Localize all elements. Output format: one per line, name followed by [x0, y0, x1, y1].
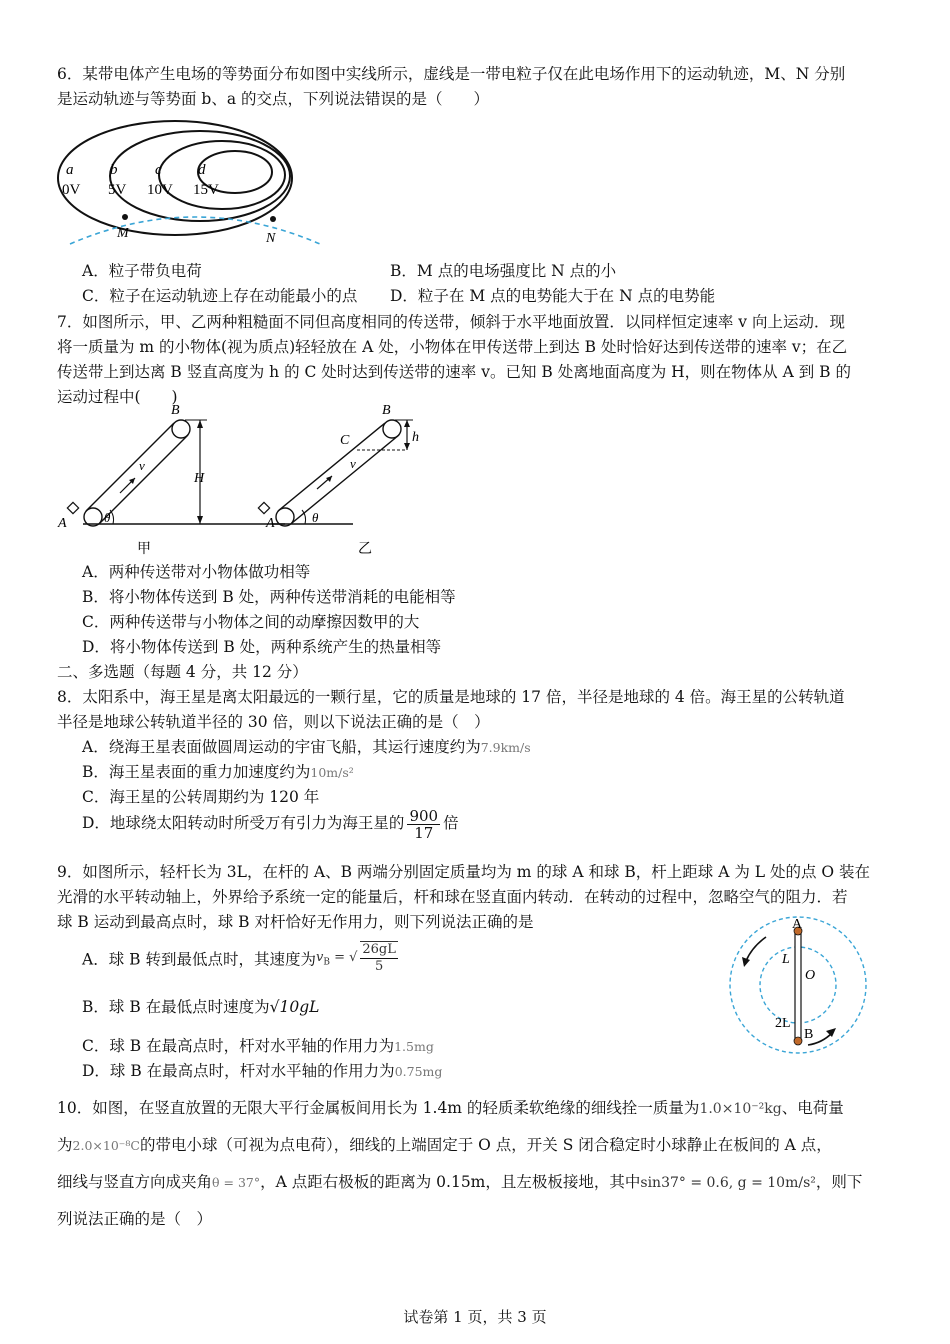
q8-option-d [82, 803, 459, 843]
q8-stem-line2: 半径是地球公转轨道半径的 30 倍，则以下说法正确的是（ ） [57, 713, 490, 731]
q9-option-b-text: B．球 B 在最低点时速度为 [82, 998, 270, 1016]
label-C-yi: C [340, 433, 350, 448]
q9-option-c-value: 1.5mg [394, 1039, 434, 1054]
q10-given: sin37° = 0.6, g = 10m/s² [640, 1175, 816, 1191]
q9-option-b-value: √10gL [269, 998, 320, 1016]
q10-charge: 2.0×10⁻⁸C [72, 1138, 140, 1153]
label-B: B [804, 1027, 814, 1042]
label-15V: 15V [193, 182, 219, 198]
label-theta-yi: θ [312, 510, 319, 525]
q8-option-b-value: 10m/s² [310, 765, 354, 780]
q9-option-c-text: C．球 B 在最高点时，杆对水平轴的作用力为 [82, 1037, 395, 1055]
ball-B [794, 1037, 802, 1045]
q10-line3-tail: ，则下 [815, 1173, 863, 1191]
section-multiple-choice-heading: 二、多选题（每题 4 分，共 12 分） [57, 663, 308, 681]
q8-option-b-text: B．海王星表面的重力加速度约为 [82, 763, 311, 781]
q7-option-c: C．两种传送带与小物体之间的动摩擦因数甲的大 [82, 613, 420, 631]
fraction-numerator: 900 [409, 806, 439, 825]
label-theta-jia: θ [104, 510, 111, 525]
label-O: O [805, 968, 816, 983]
q8-option-b [82, 760, 354, 785]
q9-option-a-value: $v_B$ = √ $\frac{26gL}{5}$ [315, 941, 396, 974]
q8-option-a [82, 735, 531, 760]
q9-stem-line2: 光滑的水平转动轴上，外界给予系统一定的能量后，杆和球在竖直面内转动．在转动的过程中，忽略空气的阻力．若 [57, 888, 848, 906]
label-yi: 乙 [358, 542, 372, 557]
label-10V: 10V [147, 182, 173, 198]
point-M [122, 214, 128, 220]
q7-option-b: B．将小物体传送到 B 处，两种传送带消耗的电能相等 [82, 588, 456, 606]
q7-stem-line3: 传送带上到达离 B 竖直高度为 h 的 C 处时达到传送带的速率 v。已知 B 处离地面高度为 H，则在物体从 A 到 B 的 [57, 363, 851, 381]
q7-stem-line2: 将一质量为 m 的小物体(视为质点)轻轻放在 A 处，小物体在甲传送带上到达 B 处时恰好达到传送带的速率 v；在乙 [57, 338, 848, 356]
q9-option-d-text: D．球 B 在最高点时，杆对水平轴的作用力为 [82, 1062, 395, 1080]
q9-option-d-value: 0.75mg [394, 1064, 443, 1079]
equipotential-c [159, 141, 285, 209]
label-A: A [792, 917, 803, 932]
q9-option-d [82, 1059, 442, 1084]
q6-stem-line1: 6．某带电体产生电场的等势面分布如图中实线所示，虚线是一带电粒子仅在此电场作用下的运动轨迹，M、N 分别 [57, 65, 846, 83]
page-footer: 试卷第 1 页，共 3 页 [403, 1308, 547, 1326]
label-d: d [198, 162, 206, 178]
q10-line1-tail: 、电荷量 [781, 1099, 844, 1117]
q10-line3-text: ，A 点距右极板的距离为 0.15m，且左极板接地，其中 [260, 1173, 641, 1191]
q9-option-c [82, 1034, 434, 1059]
rotation-arrow-top [746, 937, 766, 961]
label-A-jia: A [58, 516, 67, 531]
label-B-jia: B [171, 403, 180, 418]
q10-stem-line3 [57, 1170, 862, 1195]
q6-option-a: A．粒子带负电荷 [82, 262, 202, 280]
q9-stem-line1: 9．如图所示，轻杆长为 3L，在杆的 A、B 两端分别固定质量均为 m 的球 A 和球 B，杆上距球 A 为 L 处的点 O 装在 [57, 863, 871, 881]
q7-option-a: A．两种传送带对小物体做功相等 [82, 563, 311, 581]
q8-option-a-value: 7.9km/s [480, 740, 531, 755]
q7-conveyor-figure [55, 400, 435, 560]
q10-stem-line1 [57, 1096, 844, 1121]
q10-line2-text: 的带电小球（可视为点电荷），细线的上端固定于 O 点，开关 S 闭合稳定时小球静止在板间的 A 点， [139, 1136, 832, 1154]
conveyor-yi [258, 420, 413, 526]
point-N [270, 216, 276, 222]
sqrt-numerator: 26gL [362, 941, 396, 957]
q8-option-d-tail: 倍 [443, 814, 459, 832]
q9-option-a-text: A．球 B 转到最低点时，其速度为 [82, 950, 316, 969]
q9-option-a [82, 936, 401, 985]
q10-line2-head: 为 [57, 1136, 73, 1154]
label-b: b [110, 162, 118, 178]
q9-rotating-rod-figure [726, 915, 871, 1060]
q7-stem-line1: 7．如图所示，甲、乙两种粗糙面不同但高度相同的传送带，倾斜于水平地面放置．以同样恒定速率 v 向上运动．现 [57, 313, 845, 331]
q6-stem-line2: 是运动轨迹与等势面 b、a 的交点，下列说法错误的是（ ） [57, 90, 490, 108]
q10-mass: 1.0×10⁻²kg [699, 1101, 782, 1117]
q8-option-d-fraction [407, 808, 440, 841]
q9-stem-line3: 球 B 运动到最高点时，球 B 对杆恰好无作用力，则下列说法正确的是 [57, 913, 534, 931]
label-v-jia: v [139, 458, 145, 473]
label-N: N [266, 231, 276, 246]
q10-stem-line2 [57, 1133, 832, 1158]
q6-option-c: C．粒子在运动轨迹上存在动能最小的点 [82, 287, 358, 305]
q10-line3-head: 细线与竖直方向成夹角 [57, 1173, 213, 1191]
label-A-yi: A [266, 516, 275, 531]
label-0V: 0V [62, 182, 81, 198]
label-B-yi: B [382, 403, 391, 418]
label-M: M [117, 226, 129, 241]
conveyor-jia [67, 420, 285, 526]
q10-angle: θ = 37° [212, 1175, 261, 1190]
label-2L: 2L [775, 1016, 791, 1031]
label-H: H [194, 471, 205, 486]
q6-option-d: D．粒子在 M 点的电势能大于在 N 点的电势能 [390, 287, 716, 305]
label-h-yi: h [412, 430, 419, 445]
q10-line1-text: 10．如图，在竖直放置的无限大平行金属板间用长为 1.4m 的轻质柔软绝缘的细线拴一质量为 [57, 1099, 700, 1117]
label-jia: 甲 [137, 542, 151, 557]
q7-option-d: D．将小物体传送到 B 处，两种系统产生的热量相等 [82, 638, 442, 656]
q7-stem-line4: 运动过程中( ) [57, 388, 178, 406]
q8-option-a-text: A．绕海王星表面做圆周运动的宇宙飞船，其运行速度约为 [82, 738, 481, 756]
fraction-denominator: 17 [414, 823, 434, 842]
label-v-yi: v [350, 456, 356, 471]
label-5V: 5V [108, 182, 127, 198]
q6-equipotential-figure [55, 118, 330, 253]
label-c: c [155, 162, 162, 178]
label-a: a [66, 162, 74, 178]
q9-option-b [82, 995, 319, 1019]
label-L: L [782, 952, 790, 967]
q10-stem-line4: 列说法正确的是（ ） [57, 1210, 213, 1228]
q6-option-b: B．M 点的电场强度比 N 点的小 [390, 262, 617, 280]
q8-option-d-text: D．地球绕太阳转动时所受万有引力为海王星的 [82, 814, 405, 832]
sqrt-denominator: 5 [375, 958, 384, 974]
q8-option-c: C．海王星的公转周期约为 120 年 [82, 788, 320, 806]
q8-stem-line1: 8．太阳系中，海王星是离太阳最远的一颗行星，它的质量是地球的 17 倍，半径是地球的 4 倍。海王星的公转轨道 [57, 688, 845, 706]
rod [795, 931, 801, 1041]
